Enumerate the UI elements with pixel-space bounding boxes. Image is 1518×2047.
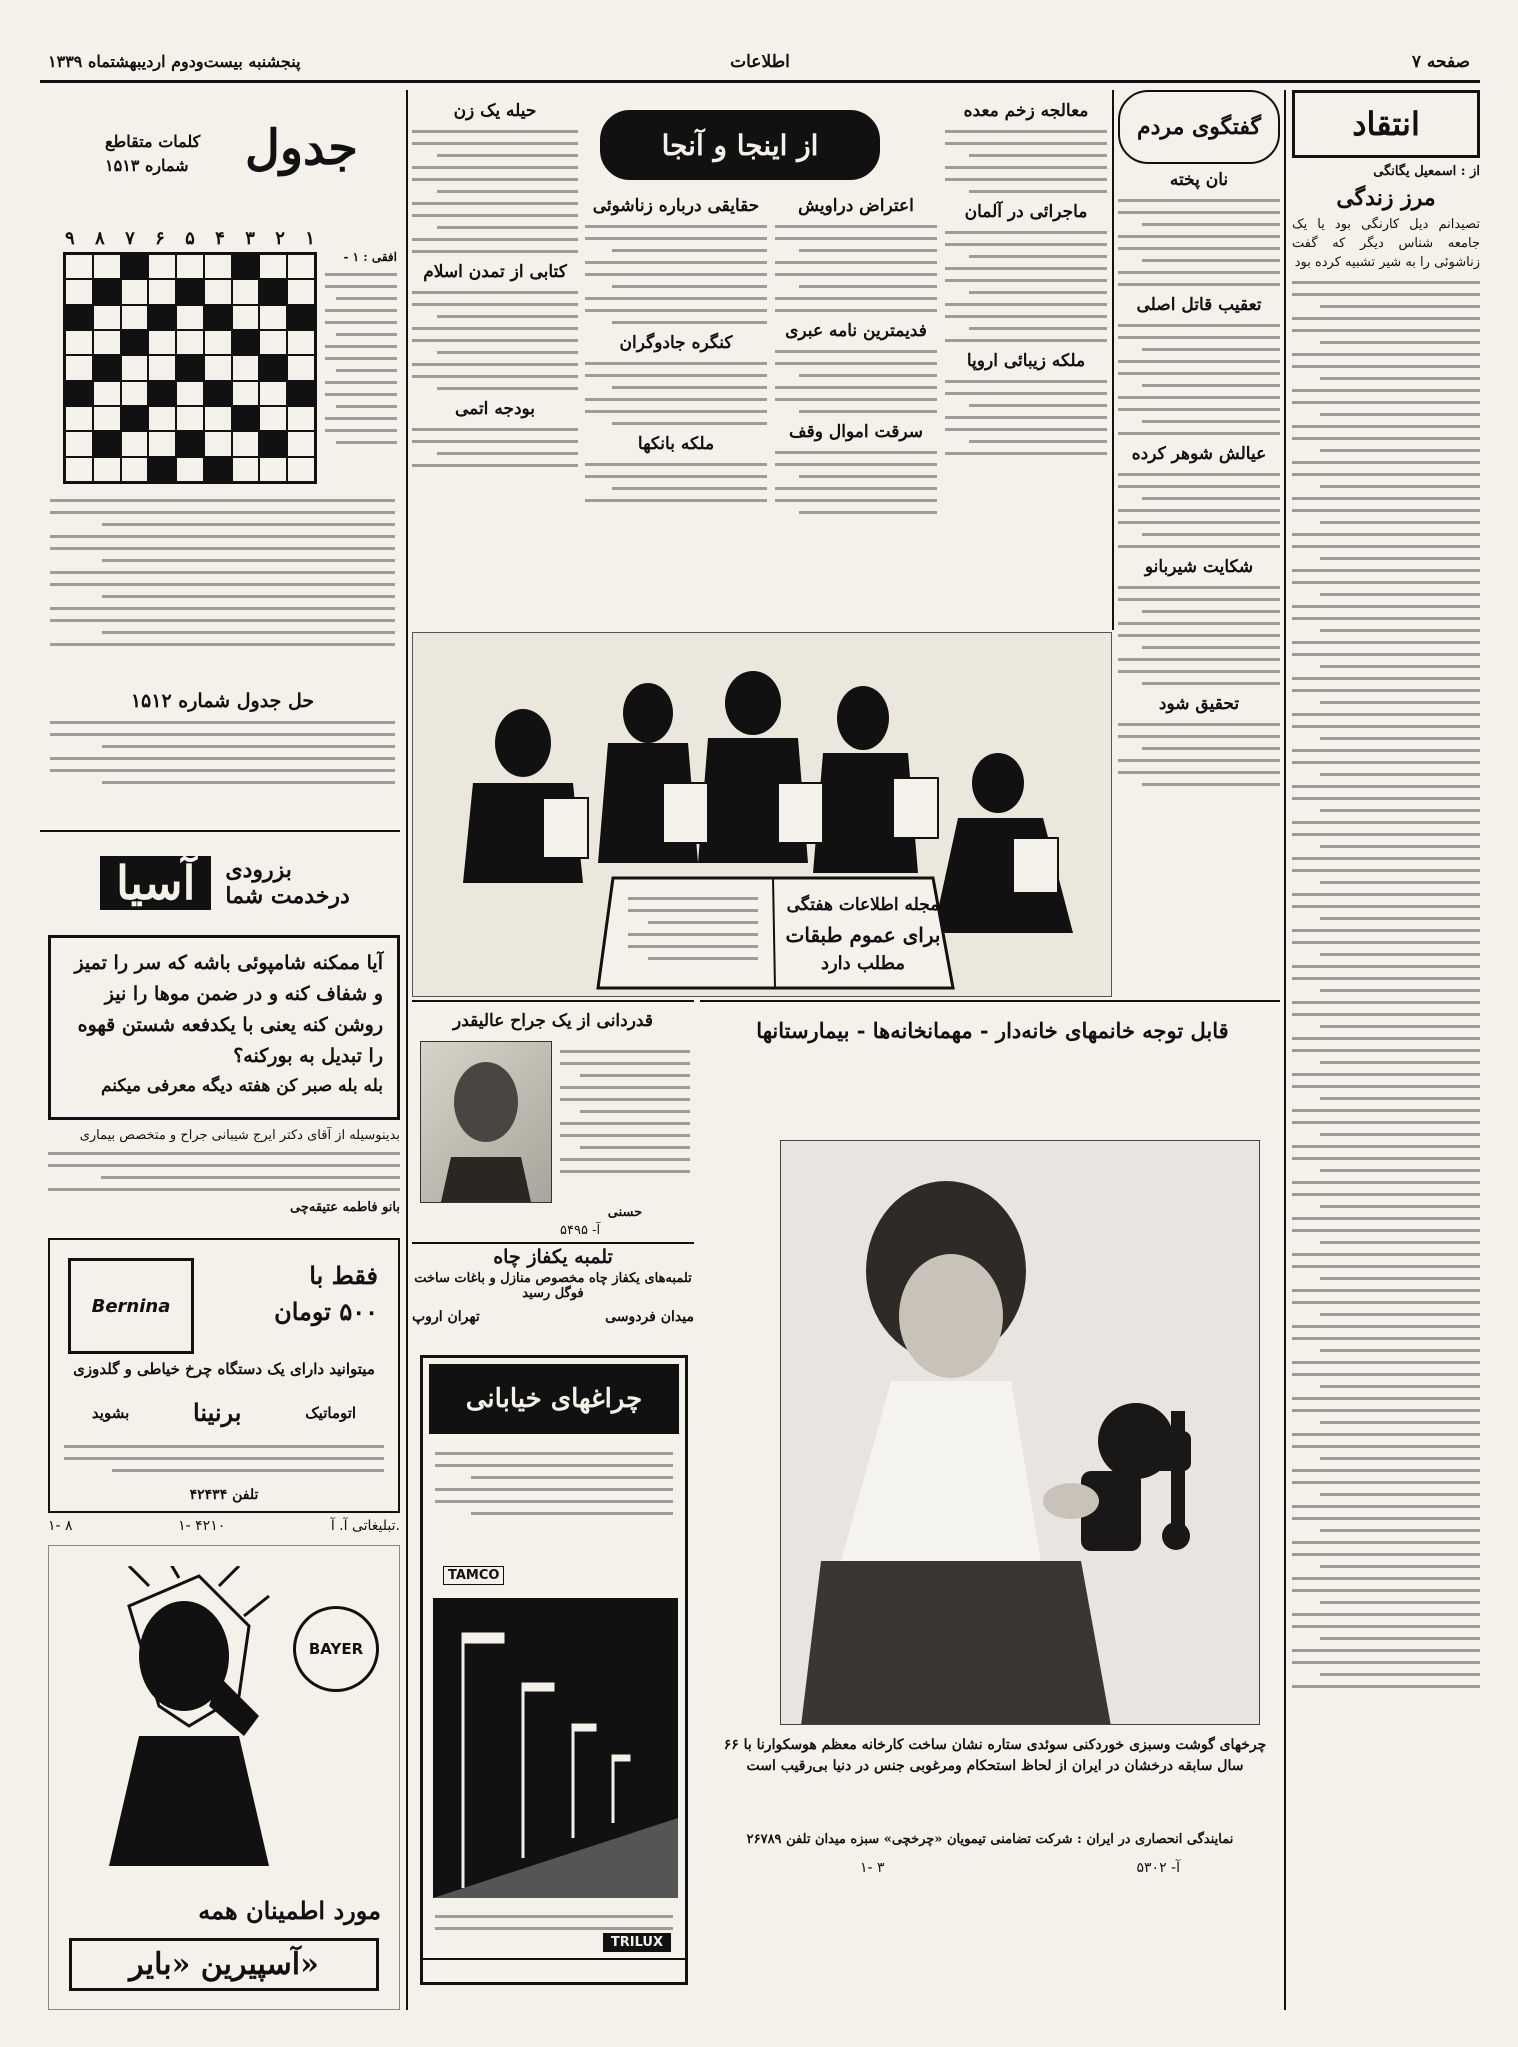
crossword-digit: ۷	[125, 228, 135, 249]
talks-text	[1118, 723, 1280, 786]
talks-column	[1118, 90, 1280, 990]
crossword-digit: ۲	[275, 228, 285, 249]
crossword-title: جدول	[245, 120, 358, 176]
bayer-logo	[293, 1606, 379, 1692]
bernina-phone: تلفن ۴۲۴۳۴	[189, 1487, 259, 1503]
crossword-digit: ۴	[215, 228, 225, 249]
thanks-note-signature: بانو فاطمه عتیقه‌چی	[290, 1200, 400, 1215]
crossword-across-label: افقی : ۱ -	[343, 250, 397, 264]
misc-headline: ملکه بانکها	[637, 434, 715, 454]
bayer-brand: BAYER	[308, 1640, 364, 1658]
street-footer	[423, 1958, 685, 1982]
bayer-line2: آسپیرین «بایر»	[69, 1938, 379, 1991]
grinder-title: قابل توجه خانمهای خانه‌دار - مهمانخانه‌ها - بیمارستانها	[756, 1018, 1229, 1043]
misc-headline: معالجه زخم معده	[963, 101, 1089, 121]
talks-text	[1118, 473, 1280, 548]
misc-headline: فدیمترین نامه عبری	[785, 321, 927, 341]
crossword-digit: ۸	[95, 228, 105, 249]
ad-asia-line2: درخدمت شما	[225, 883, 350, 909]
crossword-grid	[63, 252, 317, 484]
header-date: پنجشنبه بیست‌ودوم اردیبهشتماه ۱۳۳۹	[48, 52, 301, 71]
divider	[412, 1242, 694, 1244]
misc-col-a	[945, 95, 1107, 635]
pump-address-right: میدان فردوسی	[605, 1309, 694, 1325]
misc-text	[775, 451, 937, 514]
critique-author: از : اسمعیل یگانگی	[1373, 164, 1480, 179]
bernina-code: ۱- ۴۲۱۰	[178, 1518, 226, 1534]
street-tamco: TAMCO	[443, 1566, 504, 1585]
misc-col-c	[585, 190, 767, 630]
magazine-line3: مطلب دارد	[820, 953, 906, 974]
bernina-code: ۱- ۸	[48, 1518, 73, 1534]
header-page: صفحه ۷	[1411, 52, 1470, 72]
thanks-surgeon-signature: حسنی	[607, 1205, 643, 1220]
crossword-across	[325, 250, 397, 453]
talks-item-title: شکایت شیربانو	[1144, 557, 1254, 577]
misc-headline: سرقت اموال وقف	[789, 422, 923, 442]
crossword-down-clues	[50, 490, 395, 690]
misc-banner	[600, 110, 880, 180]
ad-shampoo	[48, 935, 400, 1120]
magazine-readers-illustration	[413, 633, 1112, 997]
talks-item-title: عیالش شوهر کرده	[1131, 444, 1267, 464]
misc-headline: اعتراض دراویش	[798, 196, 914, 216]
talks-masthead-text: گفتگوی مردم	[1137, 114, 1261, 140]
pump-line: تلمبه‌های یکفاز چاه مخصوص منازل و باغات ساخت فوگل رسید	[414, 1271, 692, 1301]
crossword-digit: ۱	[305, 228, 315, 249]
misc-banner-text: از اینجا و آنجا	[661, 128, 819, 162]
misc-text	[412, 291, 578, 390]
thanks-note-text: بدینوسیله از آقای دکتر ایرج شیبانی جراح و متخصص بیماری	[79, 1128, 400, 1143]
talks-item-title: نان پخته	[1169, 170, 1229, 190]
thanks-surgeon-body	[560, 1041, 690, 1182]
bernina-auto: اتوماتیک	[305, 1403, 357, 1422]
ad-street-lights	[420, 1355, 688, 1985]
magazine-title: مجله اطلاعات هفتگی	[786, 895, 940, 915]
thanks-surgeon	[412, 1005, 694, 1240]
thanks-note-body	[48, 1152, 400, 1191]
surgeon-portrait	[421, 1042, 551, 1202]
divider	[40, 830, 400, 832]
misc-text	[412, 130, 578, 253]
bernina-price-line2: ۵۰۰ تومان	[274, 1297, 378, 1326]
divider	[700, 1000, 1280, 1002]
crossword-box	[45, 110, 400, 485]
misc-text	[775, 350, 937, 413]
crossword-solution-text	[50, 712, 395, 812]
bernina-brand: Bernina	[91, 1295, 171, 1317]
pump-addresses	[412, 1309, 694, 1325]
crossword-digit: ۳	[245, 228, 255, 249]
bernina-details	[64, 1436, 384, 1481]
talks-text	[1118, 586, 1280, 685]
bernina-codes	[48, 1518, 400, 1534]
street-lamps-illustration	[433, 1598, 678, 1898]
talks-text	[1118, 199, 1280, 286]
crossword-digit: ۵	[185, 228, 195, 249]
misc-headline: حیله یک زن	[453, 101, 537, 121]
grinder-dealer: نمایندگی انحصاری در ایران : شرکت تضامنی تیمویان «چرخچی» سبزه میدان تلفن ۲۶۷۸۹	[746, 1832, 1234, 1847]
ad-bayer	[48, 1545, 400, 2010]
critique-title: مرز زندگی	[1336, 185, 1436, 211]
crossword-solution-title: حل جدول شماره ۱۵۱۲	[130, 690, 315, 712]
ad-magazine	[412, 632, 1112, 997]
crossword-clues	[325, 273, 397, 444]
ad-shampoo-text: آیا ممکنه شامپوئی باشه که سر را تمیز و شفاف کنه و در ضمن موها را نیز روشن کنه یعنی با یکدفعه شستن قهوه را تبدیل به بورکنه؟	[74, 952, 383, 1067]
ad-asia-line1: بزرودی	[225, 857, 292, 883]
bernina-logo	[68, 1258, 194, 1354]
magazine-page-text	[628, 888, 758, 969]
grinder-codes	[860, 1860, 1180, 1876]
bernina-text: میتوانید دارای یک دستگاه چرخ خیاطی و گلدوزی	[73, 1360, 375, 1378]
street-text	[435, 1443, 673, 1524]
critique-lead: تصیدانم دیل کارنگی بود یا یک جامعه شناس دیگر که گفت زناشوئی را به شیر تشبیه کرده بود	[1292, 217, 1480, 270]
talks-item-title: تعقیب قاتل اصلی	[1136, 295, 1262, 315]
critique-masthead-text: انتقاد	[1352, 105, 1420, 143]
critique-body	[1292, 281, 1480, 1688]
bernina-buy: بشوید	[91, 1403, 130, 1422]
critique-masthead	[1292, 90, 1480, 158]
misc-text	[412, 428, 578, 467]
misc-headline: بودجه اتمی	[454, 399, 536, 419]
ad-asia	[60, 842, 390, 924]
misc-text	[945, 380, 1107, 455]
grinder-code: آ- ۵۳۰۲	[1136, 1860, 1180, 1876]
bayer-line1: مورد اطمینان همه	[198, 1896, 381, 1925]
bernina-price	[208, 1258, 378, 1330]
crossword-digit: ۶	[155, 228, 165, 249]
grinder-code2: ۱- ۳	[860, 1860, 885, 1876]
crossword-digits	[65, 228, 315, 249]
ad-pump	[412, 1246, 694, 1341]
surgeon-photo	[420, 1041, 552, 1203]
bernina-code: تبلیغاتی آ. آ.	[330, 1518, 400, 1534]
ad-shampoo-answer: بله بله صبر کن هفته دیگه معرفی میکنم	[100, 1076, 383, 1096]
misc-headline: کتابی از تمدن اسلام	[423, 262, 567, 282]
ad-asia-brand: آسیا	[100, 856, 211, 910]
grinder-photo	[781, 1141, 1260, 1725]
misc-headline: ملکه زیبائی اروپا	[966, 351, 1086, 371]
ad-bernina	[48, 1238, 400, 1513]
misc-headline: حقایقی درباره زناشوئی	[592, 196, 760, 216]
bernina-name-row	[60, 1398, 388, 1427]
misc-col-b	[775, 190, 937, 630]
magazine-line2: برای عموم طبقات	[785, 923, 941, 947]
crossword-digit: ۹	[65, 228, 75, 249]
street-header	[429, 1364, 679, 1434]
misc-text	[945, 231, 1107, 342]
thanks-note	[48, 1128, 400, 1233]
misc-text	[585, 362, 767, 425]
talks-item-title: تحقیق شود	[1158, 694, 1240, 714]
misc-col-d	[412, 95, 578, 630]
header-rule	[40, 80, 1480, 83]
bayer-woman-illustration	[69, 1566, 289, 1866]
street-title: چراغهای خیابانی	[465, 1384, 643, 1414]
bernina-price-line1: فقط با	[309, 1261, 378, 1290]
misc-text	[775, 225, 937, 312]
column-rule	[1112, 90, 1114, 630]
pump-address-left: تهران اروپ	[412, 1309, 480, 1325]
misc-text	[585, 225, 767, 324]
pump-title: تلمبه یکفاز چاه	[493, 1246, 613, 1268]
misc-text	[945, 130, 1107, 193]
crossword-number: شماره ۱۵۱۳	[105, 156, 189, 175]
misc-text	[585, 463, 767, 502]
crossword-subtitle: کلمات متقاطع	[105, 132, 201, 151]
thanks-surgeon-title: قدردانی از یک جراح عالیقدر	[453, 1011, 653, 1031]
critique-column	[1292, 90, 1480, 2010]
thanks-surgeon-code: آ- ۵۴۹۵	[560, 1223, 601, 1238]
misc-headline: ماجرائی در آلمان	[964, 202, 1088, 222]
street-brand: TRILUX	[603, 1933, 671, 1952]
misc-headline: کنگره جادوگران	[619, 333, 733, 353]
column-rule	[1284, 90, 1286, 2010]
divider	[412, 1000, 694, 1002]
grinder-caption: چرخهای گوشت وسبزی خوردکنی سوئدی ستاره نشان ساخت کارخانه معظم هوسکوارنا با ۶۶ سال سابقه درخشان در ایران از لحاظ استحکام ومرغوبی جنس در دنیا بی‌رقیب است	[723, 1737, 1267, 1774]
header-paper: اطلاعات	[730, 52, 790, 72]
ad-grinder	[780, 1140, 1260, 1725]
talks-masthead	[1118, 90, 1280, 164]
bernina-name: برنینا	[193, 1398, 242, 1427]
ad-asia-tagline	[225, 857, 349, 909]
talks-text	[1118, 324, 1280, 435]
column-rule	[406, 90, 408, 2010]
